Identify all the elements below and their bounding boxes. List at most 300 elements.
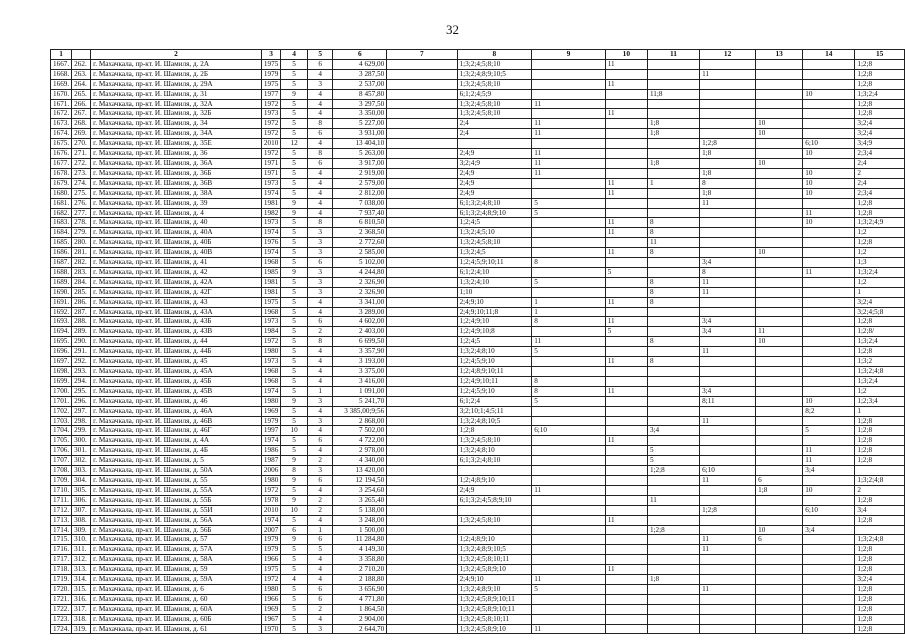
cell-col-8: 1;3;2;4;8;9;10;5 (457, 69, 532, 79)
cell-entrances: 8 (307, 337, 333, 347)
cell-entrances: 4 (307, 357, 333, 367)
cell-col-8: 1;3;2;4;5;10 (457, 228, 532, 238)
cell-col-14 (803, 228, 855, 238)
cell-col-7 (387, 446, 457, 456)
cell-col-14 (803, 248, 855, 258)
cell-floors: 9 (281, 535, 308, 545)
table-row (51, 109, 905, 119)
cell-col-9 (532, 248, 606, 258)
cell-address: г. Махачкала, пр-кт. И. Шамиля, д. 60Б (91, 614, 262, 624)
table-row (51, 347, 905, 357)
cell-col-15: 1;3;2;4;8 (855, 367, 905, 377)
cell-row-number: 1693. (51, 317, 72, 327)
table-row (51, 158, 905, 168)
cell-col-15: 1;2;8 (855, 515, 905, 525)
table-row (51, 267, 905, 277)
cell-row-number: 1716. (51, 545, 72, 555)
cell-col-12 (700, 515, 756, 525)
cell-col-15: 1;3;2;4 (855, 89, 905, 99)
cell-col-15: 1;2;8 (855, 99, 905, 109)
cell-col-10 (605, 475, 647, 485)
table-row (51, 525, 905, 535)
cell-col-14: 10 (803, 178, 855, 188)
cell-item-number: 295. (72, 386, 91, 396)
cell-col-8: 1;3;2;4;5 (457, 248, 532, 258)
cell-floors: 5 (281, 238, 308, 248)
cell-col-14: 10 (803, 218, 855, 228)
cell-area: 1 500,00 (333, 525, 387, 535)
cell-floors: 5 (281, 248, 308, 258)
cell-area: 3 341,00 (333, 297, 387, 307)
cell-col-10 (605, 367, 647, 377)
cell-col-15: 1;2;8 (855, 238, 905, 248)
cell-col-12: 11 (700, 277, 756, 287)
cell-col-8: 2;4 (457, 129, 532, 139)
cell-col-13 (756, 406, 803, 416)
cell-col-7 (387, 545, 457, 555)
cell-col-11: 8 (647, 277, 699, 287)
cell-address: г. Махачкала, пр-кт. И. Шамиля, д. 2А (91, 59, 262, 69)
cell-col-12 (700, 228, 756, 238)
cell-entrances: 4 (307, 198, 333, 208)
cell-col-11 (647, 208, 699, 218)
cell-col-12 (700, 426, 756, 436)
table-row (51, 238, 905, 248)
cell-area: 13 420,00 (333, 466, 387, 476)
cell-address: г. Махачкала, пр-кт. И. Шамиля, д. 60А (91, 604, 262, 614)
cell-year-built: 1969 (261, 604, 280, 614)
cell-area: 5 263,00 (333, 149, 387, 159)
cell-col-9 (532, 79, 606, 89)
cell-col-7 (387, 624, 457, 634)
cell-col-15: 1;3;2;4;8 (855, 535, 905, 545)
table-header (51, 50, 905, 60)
cell-col-14 (803, 297, 855, 307)
cell-year-built: 1977 (261, 89, 280, 99)
cell-col-11 (647, 505, 699, 515)
cell-col-15: 2;4 (855, 178, 905, 188)
cell-area: 5 138,00 (333, 505, 387, 515)
cell-col-13 (756, 149, 803, 159)
cell-col-12: 8 (700, 267, 756, 277)
cell-year-built: 1980 (261, 475, 280, 485)
cell-col-10: 11 (605, 565, 647, 575)
cell-year-built: 1986 (261, 446, 280, 456)
cell-entrances: 2 (307, 604, 333, 614)
cell-area: 3 289,00 (333, 307, 387, 317)
cell-col-8: 1;3;2;4;5;8;10 (457, 59, 532, 69)
cell-year-built: 1974 (261, 515, 280, 525)
cell-col-8: 6;1;3;2;4;8;10 (457, 198, 532, 208)
cell-area: 6 699,50 (333, 337, 387, 347)
cell-entrances: 2 (307, 327, 333, 337)
cell-col-13 (756, 466, 803, 476)
cell-entrances: 4 (307, 367, 333, 377)
cell-col-10 (605, 485, 647, 495)
table-row (51, 337, 905, 347)
cell-floors: 5 (281, 347, 308, 357)
table-row (51, 575, 905, 585)
cell-col-10: 11 (605, 436, 647, 446)
cell-floors: 6 (281, 525, 308, 535)
cell-col-8: 1;3;2;4;5;8;10;11 (457, 614, 532, 624)
cell-col-8: 1;2;4;9;10;11 (457, 376, 532, 386)
cell-col-15: 1;2;8 (855, 436, 905, 446)
column-header-16: 15 (855, 50, 905, 60)
cell-col-7 (387, 59, 457, 69)
cell-col-9: 1 (532, 297, 606, 307)
cell-floors: 5 (281, 109, 308, 119)
cell-col-15: 1;2 (855, 228, 905, 238)
cell-col-11 (647, 307, 699, 317)
cell-entrances: 4 (307, 109, 333, 119)
cell-col-11: 11 (647, 495, 699, 505)
cell-col-11: 1;8 (647, 158, 699, 168)
cell-col-8: 1;2;4;9;10;8 (457, 327, 532, 337)
cell-item-number: 316. (72, 594, 91, 604)
cell-col-12 (700, 208, 756, 218)
cell-col-11: 11;8 (647, 89, 699, 99)
cell-col-10: 5 (605, 267, 647, 277)
cell-year-built: 2006 (261, 466, 280, 476)
cell-col-10 (605, 89, 647, 99)
cell-col-10: 11 (605, 386, 647, 396)
cell-col-15: 3;4 (855, 505, 905, 515)
cell-col-7 (387, 367, 457, 377)
cell-col-13 (756, 396, 803, 406)
cell-col-14 (803, 109, 855, 119)
cell-row-number: 1699. (51, 376, 72, 386)
cell-row-number: 1688. (51, 267, 72, 277)
cell-col-15: 2;4 (855, 158, 905, 168)
cell-col-13: 6 (756, 475, 803, 485)
cell-address: г. Махачкала, пр-кт. И. Шамиля, д. 55А (91, 485, 262, 495)
cell-area: 3 287,50 (333, 69, 387, 79)
cell-col-9 (532, 555, 606, 565)
cell-col-14 (803, 129, 855, 139)
cell-row-number: 1713. (51, 515, 72, 525)
cell-col-10 (605, 347, 647, 357)
cell-col-11 (647, 69, 699, 79)
cell-row-number: 1708. (51, 466, 72, 476)
cell-col-15: 2;3;4 (855, 188, 905, 198)
cell-col-12 (700, 99, 756, 109)
cell-col-8 (457, 466, 532, 476)
cell-row-number: 1723. (51, 614, 72, 624)
cell-col-10 (605, 208, 647, 218)
cell-floors: 4 (281, 575, 308, 585)
cell-item-number: 272. (72, 158, 91, 168)
cell-col-7 (387, 436, 457, 446)
cell-col-13 (756, 277, 803, 287)
cell-floors: 9 (281, 495, 308, 505)
cell-col-14 (803, 416, 855, 426)
cell-col-7 (387, 515, 457, 525)
cell-col-9: 5 (532, 396, 606, 406)
cell-col-9 (532, 406, 606, 416)
cell-col-9: 11 (532, 337, 606, 347)
cell-row-number: 1674. (51, 129, 72, 139)
cell-floors: 5 (281, 327, 308, 337)
cell-col-9: 1 (532, 307, 606, 317)
cell-col-14: 11 (803, 208, 855, 218)
cell-col-7 (387, 297, 457, 307)
cell-entrances: 4 (307, 565, 333, 575)
cell-floors: 5 (281, 69, 308, 79)
cell-address: г. Махачкала, пр-кт. И. Шамиля, д. 40В (91, 248, 262, 258)
cell-year-built: 1971 (261, 168, 280, 178)
table-row (51, 584, 905, 594)
cell-row-number: 1714. (51, 525, 72, 535)
cell-col-15: 1;2;8 (855, 604, 905, 614)
cell-item-number: 293. (72, 367, 91, 377)
cell-col-8: 6;1;2;4 (457, 396, 532, 406)
cell-row-number: 1706. (51, 446, 72, 456)
cell-col-13 (756, 376, 803, 386)
cell-col-12 (700, 89, 756, 99)
cell-address: г. Махачкала, пр-кт. И. Шамиля, д. 35Е (91, 139, 262, 149)
cell-col-10 (605, 535, 647, 545)
cell-col-10 (605, 129, 647, 139)
cell-col-8: 1;10 (457, 287, 532, 297)
cell-address: г. Махачкала, пр-кт. И. Шамиля, д. 4 (91, 208, 262, 218)
cell-col-14: 11 (803, 456, 855, 466)
cell-col-10 (605, 555, 647, 565)
cell-col-13 (756, 575, 803, 585)
cell-col-8: 1;3;2;4;5;8;9;10;11 (457, 604, 532, 614)
cell-floors: 9 (281, 198, 308, 208)
cell-col-11 (647, 416, 699, 426)
table-row (51, 69, 905, 79)
cell-col-14 (803, 475, 855, 485)
cell-col-13 (756, 99, 803, 109)
cell-floors: 12 (281, 139, 308, 149)
cell-col-15: 1;2;8 (855, 198, 905, 208)
cell-col-15 (855, 466, 905, 476)
table-row (51, 99, 905, 109)
cell-floors: 5 (281, 416, 308, 426)
table-row (51, 446, 905, 456)
cell-col-9 (532, 495, 606, 505)
cell-year-built: 2007 (261, 525, 280, 535)
cell-col-12 (700, 575, 756, 585)
cell-col-11 (647, 624, 699, 634)
cell-col-15: 1;2;8/ (855, 327, 905, 337)
cell-col-14 (803, 614, 855, 624)
cell-item-number: 303. (72, 466, 91, 476)
cell-item-number: 281. (72, 248, 91, 258)
cell-col-10 (605, 545, 647, 555)
cell-row-number: 1707. (51, 456, 72, 466)
cell-area: 2 710,20 (333, 565, 387, 575)
cell-entrances: 4 (307, 406, 333, 416)
cell-col-8: 1;3;2;4;5;8;9;10;11 (457, 594, 532, 604)
cell-col-15: 1;3;2;4 (855, 267, 905, 277)
cell-col-9 (532, 218, 606, 228)
cell-area: 4 629,00 (333, 59, 387, 69)
cell-area: 13 404,10 (333, 139, 387, 149)
cell-year-built: 1974 (261, 228, 280, 238)
cell-col-10: 11 (605, 228, 647, 238)
cell-col-9: 5 (532, 208, 606, 218)
cell-col-15: 1;3 (855, 258, 905, 268)
cell-col-10 (605, 614, 647, 624)
cell-floors: 5 (281, 604, 308, 614)
cell-address: г. Махачкала, пр-кт. И. Шамиля, д. 55И (91, 505, 262, 515)
cell-col-11: 8 (647, 357, 699, 367)
cell-year-built: 1997 (261, 426, 280, 436)
cell-address: г. Махачкала, пр-кт. И. Шамиля, д. 42 (91, 267, 262, 277)
cell-col-8: 6;1;3;2;4;8;9;10 (457, 208, 532, 218)
cell-col-7 (387, 485, 457, 495)
cell-year-built: 1975 (261, 565, 280, 575)
cell-col-12 (700, 307, 756, 317)
cell-row-number: 1722. (51, 604, 72, 614)
cell-col-12 (700, 604, 756, 614)
cell-col-9 (532, 139, 606, 149)
cell-col-10: 11 (605, 188, 647, 198)
cell-col-11 (647, 317, 699, 327)
cell-col-7 (387, 168, 457, 178)
cell-col-14: 10 (803, 89, 855, 99)
cell-col-10 (605, 446, 647, 456)
cell-col-14 (803, 495, 855, 505)
cell-row-number: 1696. (51, 347, 72, 357)
cell-col-7 (387, 416, 457, 426)
cell-col-15: 1;2;8 (855, 208, 905, 218)
cell-col-9 (532, 604, 606, 614)
cell-area: 8 457,80 (333, 89, 387, 99)
cell-col-13 (756, 307, 803, 317)
cell-col-13 (756, 614, 803, 624)
cell-entrances: 8 (307, 119, 333, 129)
cell-entrances: 3 (307, 238, 333, 248)
cell-row-number: 1677. (51, 158, 72, 168)
cell-address: г. Махачкала, пр-кт. И. Шамиля, д. 44Б (91, 347, 262, 357)
cell-col-8: 1;3;2;4;5;8;9;10 (457, 565, 532, 575)
cell-floors: 5 (281, 386, 308, 396)
cell-item-number: 312. (72, 555, 91, 565)
cell-item-number: 317. (72, 604, 91, 614)
cell-year-built: 1968 (261, 376, 280, 386)
column-header-12: 11 (647, 50, 699, 60)
cell-col-8: 6;1;2;4;5;9 (457, 89, 532, 99)
cell-area: 2 579,00 (333, 178, 387, 188)
cell-col-15: 1;2;8 (855, 347, 905, 357)
cell-col-9 (532, 565, 606, 575)
cell-address: г. Махачкала, пр-кт. И. Шамиля, д. 4А (91, 436, 262, 446)
cell-address: г. Махачкала, пр-кт. И. Шамиля, д. 57А (91, 545, 262, 555)
cell-entrances: 6 (307, 584, 333, 594)
cell-col-14 (803, 277, 855, 287)
cell-col-8: 1;3;2;4;5;8;9;10 (457, 624, 532, 634)
cell-year-built: 1966 (261, 594, 280, 604)
cell-col-9 (532, 594, 606, 604)
cell-area: 2 326,90 (333, 277, 387, 287)
cell-floors: 5 (281, 307, 308, 317)
cell-year-built: 1980 (261, 347, 280, 357)
cell-col-8: 1;2;4;8;9;10 (457, 535, 532, 545)
cell-item-number: 305. (72, 485, 91, 495)
cell-col-10 (605, 287, 647, 297)
cell-area: 4 722,00 (333, 436, 387, 446)
cell-col-10 (605, 337, 647, 347)
cell-year-built: 1979 (261, 535, 280, 545)
cell-address: г. Махачкала, пр-кт. И. Шамиля, д. 45В (91, 386, 262, 396)
cell-floors: 5 (281, 297, 308, 307)
cell-col-8: 1;2;4;5;9;10 (457, 357, 532, 367)
cell-col-11 (647, 258, 699, 268)
column-header-10: 9 (532, 50, 606, 60)
cell-item-number: 296. (72, 396, 91, 406)
cell-col-15: 1;3;2 (855, 357, 905, 367)
cell-floors: 5 (281, 594, 308, 604)
cell-floors: 5 (281, 436, 308, 446)
cell-col-13 (756, 178, 803, 188)
cell-item-number: 302. (72, 456, 91, 466)
cell-col-9 (532, 238, 606, 248)
cell-entrances: 4 (307, 376, 333, 386)
cell-col-8: 2;4;9;10 (457, 575, 532, 585)
cell-col-13 (756, 218, 803, 228)
cell-col-9 (532, 178, 606, 188)
cell-item-number: 284. (72, 277, 91, 287)
cell-col-10 (605, 525, 647, 535)
cell-col-12 (700, 555, 756, 565)
cell-entrances: 6 (307, 129, 333, 139)
cell-address: г. Махачкала, пр-кт. И. Шамиля, д. 43В (91, 327, 262, 337)
column-header-11: 10 (605, 50, 647, 60)
cell-entrances: 4 (307, 347, 333, 357)
cell-address: г. Махачкала, пр-кт. И. Шамиля, д. 61 (91, 624, 262, 634)
table-row (51, 386, 905, 396)
cell-area: 7 937,40 (333, 208, 387, 218)
cell-floors: 5 (281, 129, 308, 139)
cell-col-14 (803, 317, 855, 327)
cell-col-8 (457, 139, 532, 149)
cell-entrances: 6 (307, 317, 333, 327)
cell-col-11 (647, 347, 699, 357)
cell-year-built: 2010 (261, 139, 280, 149)
cell-col-14 (803, 69, 855, 79)
cell-col-14 (803, 624, 855, 634)
cell-row-number: 1678. (51, 168, 72, 178)
cell-year-built: 1973 (261, 218, 280, 228)
cell-floors: 8 (281, 466, 308, 476)
cell-col-10 (605, 149, 647, 159)
cell-col-13 (756, 357, 803, 367)
cell-col-12 (700, 436, 756, 446)
cell-col-14 (803, 198, 855, 208)
table-row (51, 198, 905, 208)
cell-col-13 (756, 386, 803, 396)
cell-year-built: 1979 (261, 69, 280, 79)
cell-year-built: 1987 (261, 456, 280, 466)
cell-col-12 (700, 594, 756, 604)
cell-col-13 (756, 555, 803, 565)
cell-col-8: 1;3;2;4;8;10 (457, 347, 532, 357)
cell-col-7 (387, 238, 457, 248)
cell-row-number: 1672. (51, 109, 72, 119)
cell-item-number: 289. (72, 327, 91, 337)
cell-row-number: 1682. (51, 208, 72, 218)
cell-col-11 (647, 545, 699, 555)
cell-col-11 (647, 188, 699, 198)
cell-floors: 5 (281, 367, 308, 377)
cell-col-9: 11 (532, 624, 606, 634)
cell-area: 2 812,00 (333, 188, 387, 198)
cell-col-7 (387, 79, 457, 89)
